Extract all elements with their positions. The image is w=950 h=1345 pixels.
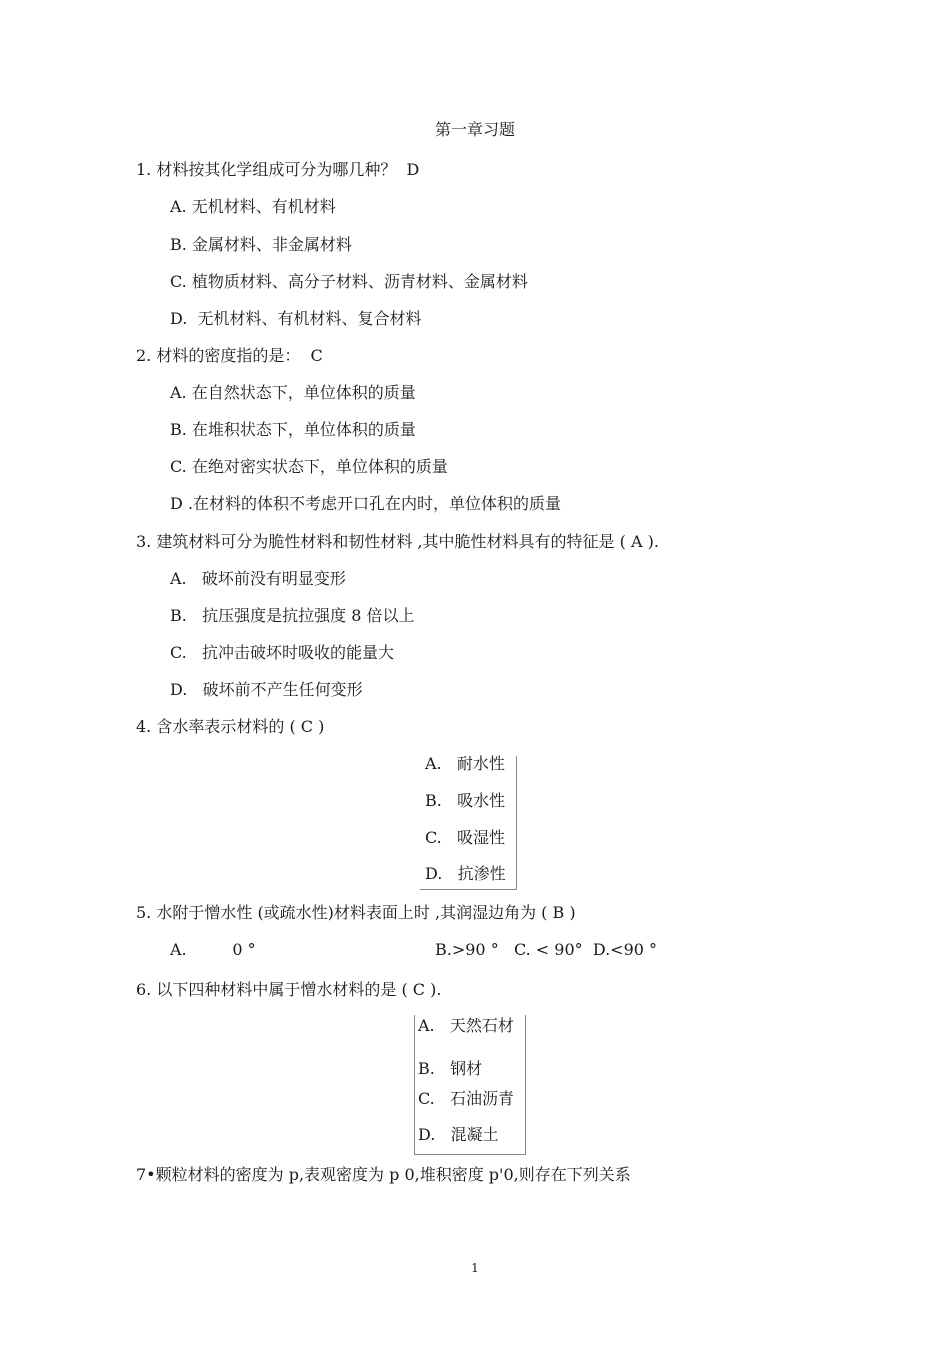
question-6-option-a: A. 天然石材 [418, 1016, 514, 1035]
question-3-option-c: C. 抗冲击破坏时吸收的能量大 [170, 643, 395, 662]
question-4-option-c: C. 吸湿性 [425, 828, 506, 847]
question-6-stem: 6. 以下四种材料中属于憎水材料的是 ( C ). [136, 980, 442, 999]
question-2-option-c: C. 在绝对密实状态下，单位体积的质量 [170, 457, 448, 476]
question-3-stem: 3. 建筑材料可分为脆性材料和韧性材料 ,其中脆性材料具有的特征是 ( A ). [136, 532, 659, 551]
question-5-options-bcd: B.>90 ° C. < 90° D.<90 ° [435, 940, 658, 959]
question-5-stem: 5. 水附于憎水性 (或疏水性)材料表面上时 ,其润湿边角为 ( B ) [136, 903, 576, 922]
question-2-option-b: B. 在堆积状态下，单位体积的质量 [170, 420, 416, 439]
question-4-stem: 4. 含水率表示材料的 ( C ) [136, 717, 325, 736]
page-title: 第一章习题 [434, 120, 515, 139]
question-3-option-b: B. 抗压强度是抗拉强度 8 倍以上 [170, 606, 415, 625]
question-5-option-a: A. 0 ° [170, 940, 256, 959]
question-7-stem: 7•颗粒材料的密度为 p,表观密度为 p 0,堆积密度 p'0,则存在下列关系 [136, 1165, 631, 1184]
question-4-option-a: A. 耐水性 [425, 754, 505, 773]
question-1-option-b: B. 金属材料、非金属材料 [170, 235, 352, 254]
page-number: 1 [471, 1261, 479, 1275]
question-2-stem: 2. 材料的密度指的是： C [136, 346, 323, 365]
question-1-option-a: A. 无机材料、有机材料 [170, 197, 336, 216]
question-4-option-d: D. 抗渗性 [425, 864, 506, 883]
question-2-option-d: D .在材料的体积不考虑开口孔在内时，单位体积的质量 [170, 494, 562, 513]
question-1-option-d: D. 无机材料、有机材料、复合材料 [170, 309, 422, 328]
question-2-option-a: A. 在自然状态下，单位体积的质量 [170, 383, 416, 402]
question-6-option-d: D. 混凝土 [418, 1125, 499, 1144]
question-4-option-b: B. 吸水性 [425, 791, 506, 810]
question-6-option-c: C. 石油沥青 [418, 1089, 515, 1108]
question-1-option-c: C. 植物质材料、高分子材料、沥青材料、金属材料 [170, 272, 528, 291]
question-3-option-a: A. 破坏前没有明显变形 [170, 569, 346, 588]
question-1-stem: 1. 材料按其化学组成可分为哪几种？ D [136, 160, 420, 179]
question-6-option-b: B. 钢材 [418, 1059, 483, 1078]
question-3-option-d: D. 破坏前不产生任何变形 [170, 680, 363, 699]
